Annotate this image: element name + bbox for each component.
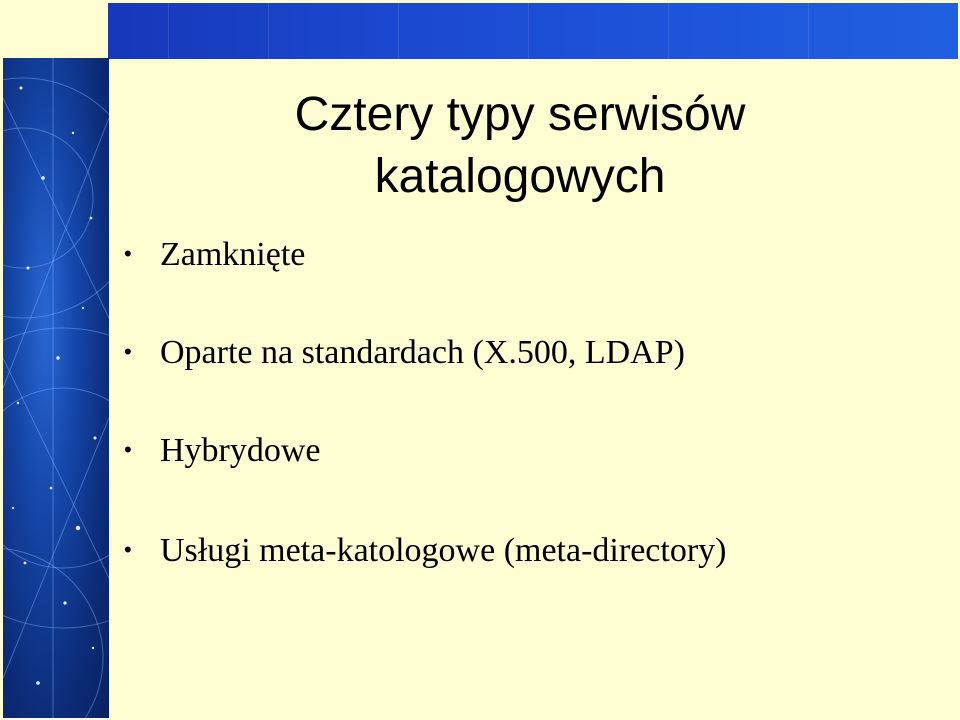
bullet-marker: • <box>124 537 132 562</box>
bullet-item <box>124 232 305 277</box>
title-line-2: katalogowych <box>374 150 666 203</box>
slide-title <box>170 84 870 208</box>
bullet-marker: • <box>124 339 132 364</box>
corner-blank <box>0 0 108 58</box>
title-line-1: Cztery typy serwisów <box>294 88 746 141</box>
bullet-text: Zamknięte <box>160 236 306 273</box>
header-bar <box>108 3 958 59</box>
bullet-marker: • <box>124 241 132 266</box>
bullet-item <box>124 330 685 375</box>
bullet-item <box>124 528 726 573</box>
bullet-text: Oparte na standardach (X.500, LDAP) <box>160 334 685 371</box>
bullet-marker: • <box>124 437 132 462</box>
star-map-image <box>3 58 109 718</box>
star-map-decoration <box>3 58 109 718</box>
bullet-text: Usługi meta-katologowe (meta-directory) <box>160 532 727 569</box>
bullet-item <box>124 428 321 473</box>
bullet-text: Hybrydowe <box>160 432 321 469</box>
